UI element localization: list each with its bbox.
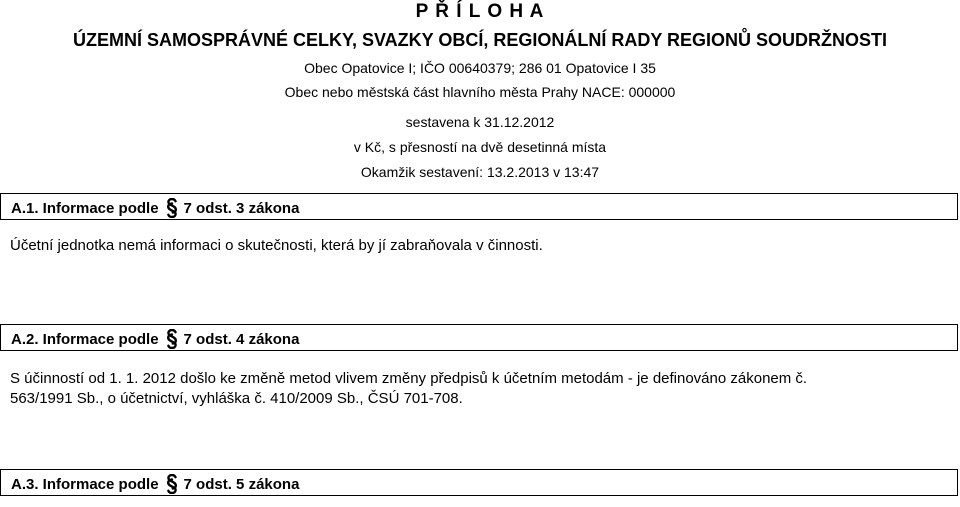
section-a1-header [0,193,958,220]
section-sign-icon [165,198,179,218]
entity-line: Obec Opatovice I; IČO 00640379; 286 01 Opatovice I 35 [304,60,656,76]
document-title: P Ř Í L O H A [415,1,545,22]
section-a2-title-suffix: 7 odst. 4 zákona [183,330,300,348]
section-a1-title [11,198,299,218]
section-a1-title-prefix: A.1. Informace podle [11,199,159,217]
section-a1-body: Účetní jednotka nemá informaci o skutečnosti, která by jí zabraňovala v činnosti. [10,237,543,254]
section-sign-icon [165,474,179,494]
compiled-as-of: sestavena k 31.12.2012 [405,114,555,130]
precision-note: v Kč, s přesností na dvě desetinná místa [353,139,607,155]
compiled-at: Okamžik sestavení: 13.2.2013 v 13:47 [360,164,600,180]
section-a2-header [0,324,958,351]
section-a2-body-line-2: 563/1991 Sb., o účetnictví, vyhláška č. 410/2009 Sb., ČSÚ 701-708. [10,390,463,407]
section-a3-title-suffix: 7 odst. 5 zákona [183,475,300,493]
section-a2-title [11,329,299,349]
section-a1-title-suffix: 7 odst. 3 zákona [183,199,300,217]
district-line: Obec nebo městská část hlavního města Prahy NACE: 000000 [284,84,676,100]
document-subtitle: ÚZEMNÍ SAMOSPRÁVNÉ CELKY, SVAZKY OBCÍ, REGIONÁLNÍ RADY REGIONŮ SOUDRŽNOSTI [72,30,888,50]
section-a3-title [11,474,299,494]
section-sign-icon [165,329,179,349]
section-a3-header [0,469,958,496]
section-a3-title-prefix: A.3. Informace podle [11,475,159,493]
section-a2-body-line-1: S účinností od 1. 1. 2012 došlo ke změně metod vlivem změny předpisů k účetním metodám - je definováno zákonem č. [10,370,808,387]
section-a2-title-prefix: A.2. Informace podle [11,330,159,348]
